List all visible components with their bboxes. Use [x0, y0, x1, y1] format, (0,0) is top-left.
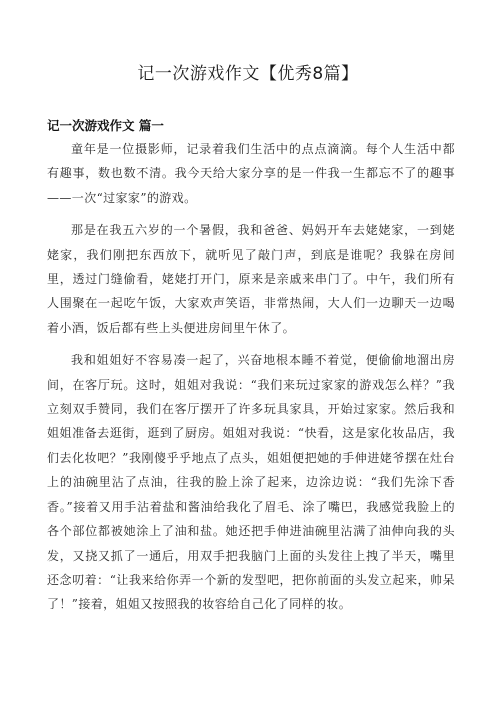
section-heading: 记一次游戏作文 篇一	[47, 118, 164, 133]
paragraph-2: 那是在我五六岁的一个暑假，我和爸爸、妈妈开车去姥姥家，一到姥姥家，我们刚把东西放下，就听见了敲门声，到底是谁呢？我躲在房间里，透过门缝偷看，姥姥打开门，原来是亲戚来串门了。中午，我们所有人围聚在一起吃午饭，大家欢声笑语，非常热闹，大人们一边聊天一边喝着小酒，饭后都有些上头便进房间里午休了。	[47, 223, 455, 335]
body-text	[47, 137, 455, 625]
paragraph-1: 童年是一位摄影师，记录着我们生活中的点点滴滴。每个人生活中都有趣事，数也数不清。我今天给大家分享的是一件我一生都忘不了的趣事——一次“过家家”的游戏。	[47, 142, 455, 205]
paragraph-3: 我和姐姐好不容易凑一起了，兴奋地根本睡不着觉，便偷偷地溜出房间，在客厅玩。这时，姐姐对我说：“我们来玩过家家的游戏怎么样？”我立刻双手赞同，我们在客厅摆开了许多玩具家具，开始过家家。然后我和姐姐准备去逛街，逛到了厨房。姐姐对我说：“快看，这是家化妆品店，我们去化妆吧？”我刚傻乎乎地点了点头，姐姐便把她的手伸进姥爷摆在灶台上的油碗里沾了点油，往我的脸上涂了起来，边涂边说：“我们先涂下香香。”接着又用手沾着盐和酱油给我化了眉毛、涂了嘴巴，我感觉我脸上的各个部位都被她涂上了油和盐。她还把手伸进油碗里沾满了油伸向我的头发，又挠又抓了一通后，用双手把我脑门上面的头发往上拽了半天，嘴里还念叨着：“让我来给你弄一个新的发型吧，把你前面的头发立起来，帅呆了！”接着，姐姐又按照我的妆容给自己化了同样的妆。	[47, 353, 455, 612]
document-title: 记一次游戏作文【优秀8篇】	[137, 64, 359, 84]
